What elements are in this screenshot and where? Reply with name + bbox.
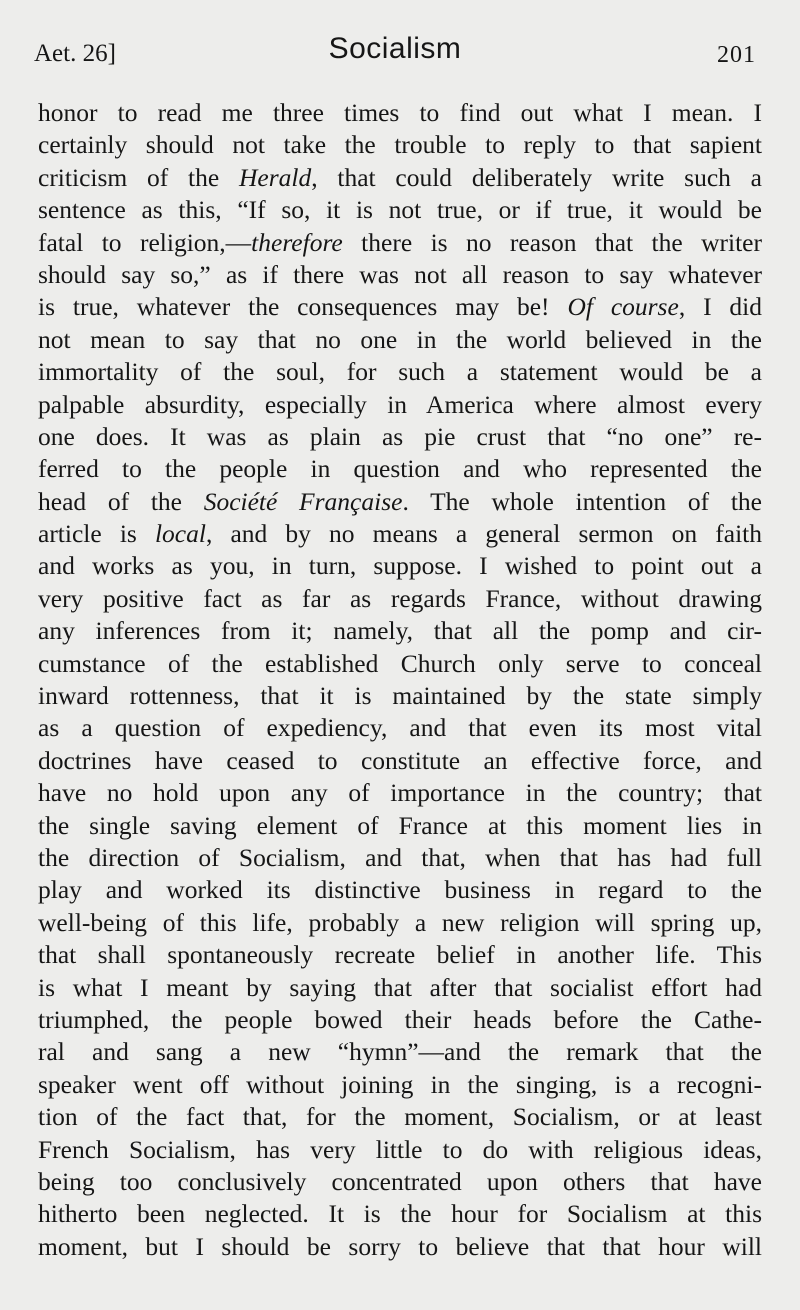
text-line: well-being of this life, probably a new religion will spring up, bbox=[38, 907, 762, 937]
text-line: head of the Société Française. The whole intention of the bbox=[38, 486, 762, 516]
page-number: 201 bbox=[717, 42, 756, 68]
text-line: criticism of the Herald, that could deliberately write such a bbox=[38, 162, 762, 192]
text-line: the direction of Socialism, and that, when that has had full bbox=[38, 842, 762, 872]
text-line: fatal to religion,—therefore there is no reason that the writer bbox=[38, 227, 762, 257]
text-line: doctrines have ceased to constitute an effective force, and bbox=[38, 745, 762, 775]
text-line: ral and sang a new “hymn”—and the remark that the bbox=[38, 1037, 762, 1067]
text-line: moment, but I should be sorry to believe that that hour will bbox=[38, 1231, 762, 1261]
text-line: any inferences from it; namely, that all the pomp and cir- bbox=[38, 616, 762, 646]
text-line: immortality of the soul, for such a statement would be a bbox=[38, 357, 762, 387]
text-line: cumstance of the established Church only serve to conceal bbox=[38, 648, 762, 678]
text-line: the single saving element of France at this moment lies in bbox=[38, 810, 762, 840]
text-line: hitherto been neglected. It is the hour for Socialism at this bbox=[38, 1199, 762, 1229]
running-title: Socialism bbox=[328, 32, 462, 65]
text-line: sentence as this, “If so, it is not true, or if true, it would be bbox=[38, 195, 762, 225]
text-line: that shall spontaneously recreate belief in another life. This bbox=[38, 940, 762, 970]
text-line: should say so,” as if there was not all reason to say whatever bbox=[38, 259, 762, 289]
running-header bbox=[34, 30, 756, 74]
text-line: being too conclusively concentrated upon others that have bbox=[38, 1166, 762, 1196]
text-line: have no hold upon any of importance in the country; that bbox=[38, 778, 762, 808]
text-line: tion of the fact that, for the moment, Socialism, or at least bbox=[38, 1102, 762, 1132]
text-line: is true, whatever the consequences may be! Of course, I did bbox=[38, 292, 763, 322]
text-line: palpable absurdity, especially in America where almost every bbox=[38, 389, 762, 419]
running-head-left: Aet. 26] bbox=[34, 40, 116, 67]
text-line: inward rottenness, that it is maintained by the state simply bbox=[38, 681, 762, 711]
text-line: very positive fact as far as regards France, without drawing bbox=[38, 583, 762, 613]
text-line: one does. It was as plain as pie crust that “no one” re- bbox=[38, 421, 762, 451]
text-line: honor to read me three times to find out what I mean. I bbox=[38, 98, 762, 127]
text-line: triumphed, the people bowed their heads before the Cathe- bbox=[38, 1004, 762, 1034]
text-line: certainly should not take the trouble to reply to that sapient bbox=[38, 130, 762, 160]
text-line: French Socialism, has very little to do with religious ideas, bbox=[38, 1134, 762, 1164]
text-line: ferred to the people in question and who represented the bbox=[38, 454, 762, 484]
text-line: not mean to say that no one in the world believed in the bbox=[38, 324, 762, 354]
text-line: speaker went off without joining in the singing, is a recogni- bbox=[38, 1069, 762, 1099]
text-line: is what I meant by saying that after that socialist effort had bbox=[38, 972, 762, 1002]
body-text bbox=[38, 97, 762, 1263]
text-line: article is local, and by no means a general sermon on faith bbox=[38, 519, 762, 549]
text-line: as a question of expediency, and that even its most vital bbox=[38, 713, 762, 743]
text-line: play and worked its distinctive business in regard to the bbox=[38, 875, 762, 905]
text-line: and works as you, in turn, suppose. I wished to point out a bbox=[38, 551, 762, 581]
